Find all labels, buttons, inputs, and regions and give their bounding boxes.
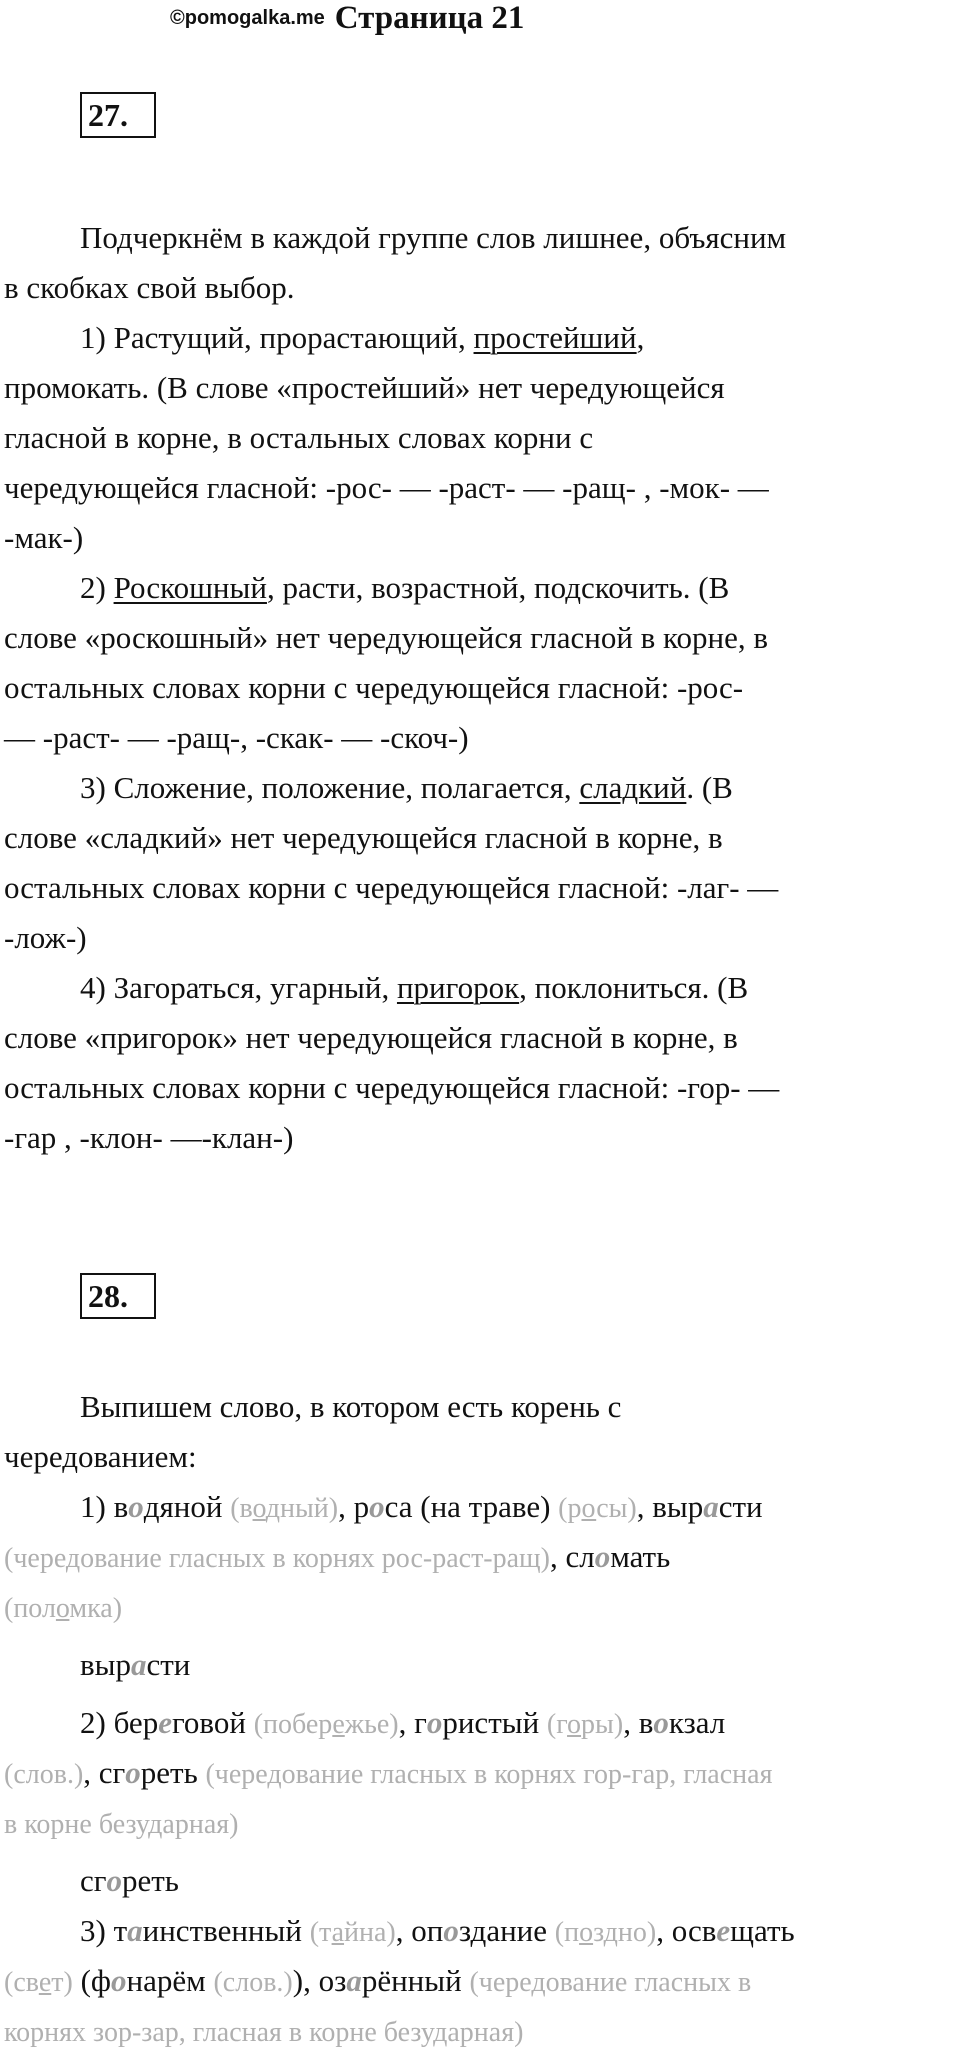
vowel: о <box>426 1705 443 1740</box>
task-28-answer-1: вырасти <box>80 1647 191 1682</box>
task-28-text <box>4 1382 956 2056</box>
text-line: -гар , -клон- —-клан-) <box>4 1120 294 1155</box>
hint: (водный) <box>230 1493 339 1524</box>
vowel: е <box>158 1705 172 1740</box>
hint: (слов.) <box>4 1759 84 1790</box>
underlined-word: Роскошный <box>113 570 267 605</box>
task-27-item-1 <box>4 313 956 363</box>
text-line: — -раст- — -ращ-, -скак- — -скоч-) <box>4 720 469 755</box>
text: са (на траве) <box>384 1489 559 1524</box>
hint: (побережье) <box>253 1709 399 1740</box>
task-27-intro: Подчеркнём в каждой группе слов лишнее, объясним <box>80 220 787 255</box>
task-27-item-4 <box>4 963 956 1013</box>
task-27-text <box>4 213 956 1163</box>
site-name: ©pomogalka.me <box>170 7 325 29</box>
text: 1) в <box>80 1489 129 1524</box>
hint: (поломка) <box>4 1593 123 1624</box>
text: мать <box>610 1539 671 1574</box>
text: , р <box>338 1489 370 1524</box>
page-title: Страница 21 <box>334 0 525 36</box>
task-27-number: 27. <box>80 92 156 138</box>
task-28-answer-2: сгореть <box>80 1863 179 1898</box>
hint: в корне безударная) <box>4 1809 239 1840</box>
text-line: в скобках свой выбор. <box>4 270 295 305</box>
hint: (горы) <box>546 1709 624 1740</box>
text-line: остальных словах корни с чередующейся гласной: -гор- — <box>4 1070 780 1105</box>
vowel: о <box>594 1539 611 1574</box>
text-line: остальных словах корни с чередующейся гласной: -лаг- — <box>4 870 779 905</box>
hint: (свет) <box>4 1967 73 1998</box>
text: , поклониться. (В <box>519 970 749 1005</box>
hint: (росы) <box>558 1493 637 1524</box>
text: . (В <box>686 770 733 805</box>
text-line: чередующейся гласной: -рос- — -раст- — -ращ- , -мок- — <box>4 470 769 505</box>
vowel: а <box>346 1963 362 1998</box>
text-line: промокать. (В слове «простейший» нет чередующейся <box>4 370 725 405</box>
text-line <box>4 1582 956 1632</box>
text-line: чередованием: <box>4 1439 197 1474</box>
text: 2) <box>80 570 114 605</box>
task-28-item-2: 2) береговой (побережье), гористый (горы), вокзал <box>80 1705 726 1740</box>
task-27-item-2 <box>4 563 956 613</box>
hint: (тайна) <box>309 1917 396 1948</box>
vowel: о <box>653 1705 669 1740</box>
text-line: -мак-) <box>4 520 84 555</box>
text: сти <box>718 1489 763 1524</box>
page-header <box>170 0 524 34</box>
text: дяной <box>143 1489 231 1524</box>
text: , расти, возрастной, подскочить. (В <box>266 570 730 605</box>
vowel: о <box>443 1913 459 1948</box>
vowel: о <box>110 1963 127 1998</box>
vowel: о <box>369 1489 385 1524</box>
vowel: а <box>130 1647 147 1682</box>
text-line: -лож-) <box>4 920 87 955</box>
text-line <box>4 2006 956 2056</box>
text-line: гласной в корне, в остальных словах корни с <box>4 420 594 455</box>
text-line: (свет) (фонарём (слов.)), озарённый (чередование гласных в <box>4 1963 752 1998</box>
hint: (чередование гласных в <box>469 1967 752 1998</box>
text: , выр <box>636 1489 704 1524</box>
underlined-word: пригорок <box>396 970 520 1005</box>
text-line: слове «пригорок» нет чередующейся гласной в корне, в <box>4 1020 738 1055</box>
task-28-item-3: 3) таинственный (тайна), опоздание (поздно), освещать <box>80 1913 795 1948</box>
task-28-number: 28. <box>80 1273 156 1319</box>
underlined-word: простейший <box>473 320 637 355</box>
vowel: о <box>106 1863 122 1898</box>
task-27-item-3 <box>4 763 956 813</box>
hint: корнях зор-зар, гласная в корне безударная) <box>4 2017 524 2048</box>
text: , сл <box>549 1539 595 1574</box>
vowel: а <box>703 1489 719 1524</box>
vowel: е <box>716 1913 731 1948</box>
task-28-intro: Выпишем слово, в котором есть корень с <box>80 1389 622 1424</box>
task-28-item-1 <box>4 1482 956 1532</box>
underlined-word: сладкий <box>579 770 687 805</box>
vowel: а <box>127 1913 143 1948</box>
hint: (чередование гласных в корнях рос-раст-ращ) <box>4 1543 550 1574</box>
text-line: слове «роскошный» нет чередующейся гласной в корне, в <box>4 620 769 655</box>
hint: (слов.) <box>213 1967 293 1998</box>
text-line: (слов.), сгореть (чередование гласных в корнях гор-гар, гласная <box>4 1755 773 1790</box>
text-line: слове «сладкий» нет чередующейся гласной в корне, в <box>4 820 723 855</box>
text-line <box>4 1798 956 1848</box>
text-line: остальных словах корни с чередующейся гласной: -рос- <box>4 670 744 705</box>
vowel: о <box>125 1755 141 1790</box>
text: 1) Растущий, прорастающий, <box>80 320 474 355</box>
vowel: о <box>128 1489 144 1524</box>
hint: (поздно) <box>554 1917 657 1948</box>
text: 4) Загораться, угарный, <box>80 970 397 1005</box>
hint: (чередование гласных в корнях гор-гар, гласная <box>205 1759 773 1790</box>
text-line <box>4 1532 956 1582</box>
text: , <box>636 320 645 355</box>
text: 3) Сложение, положение, полагается, <box>80 770 580 805</box>
